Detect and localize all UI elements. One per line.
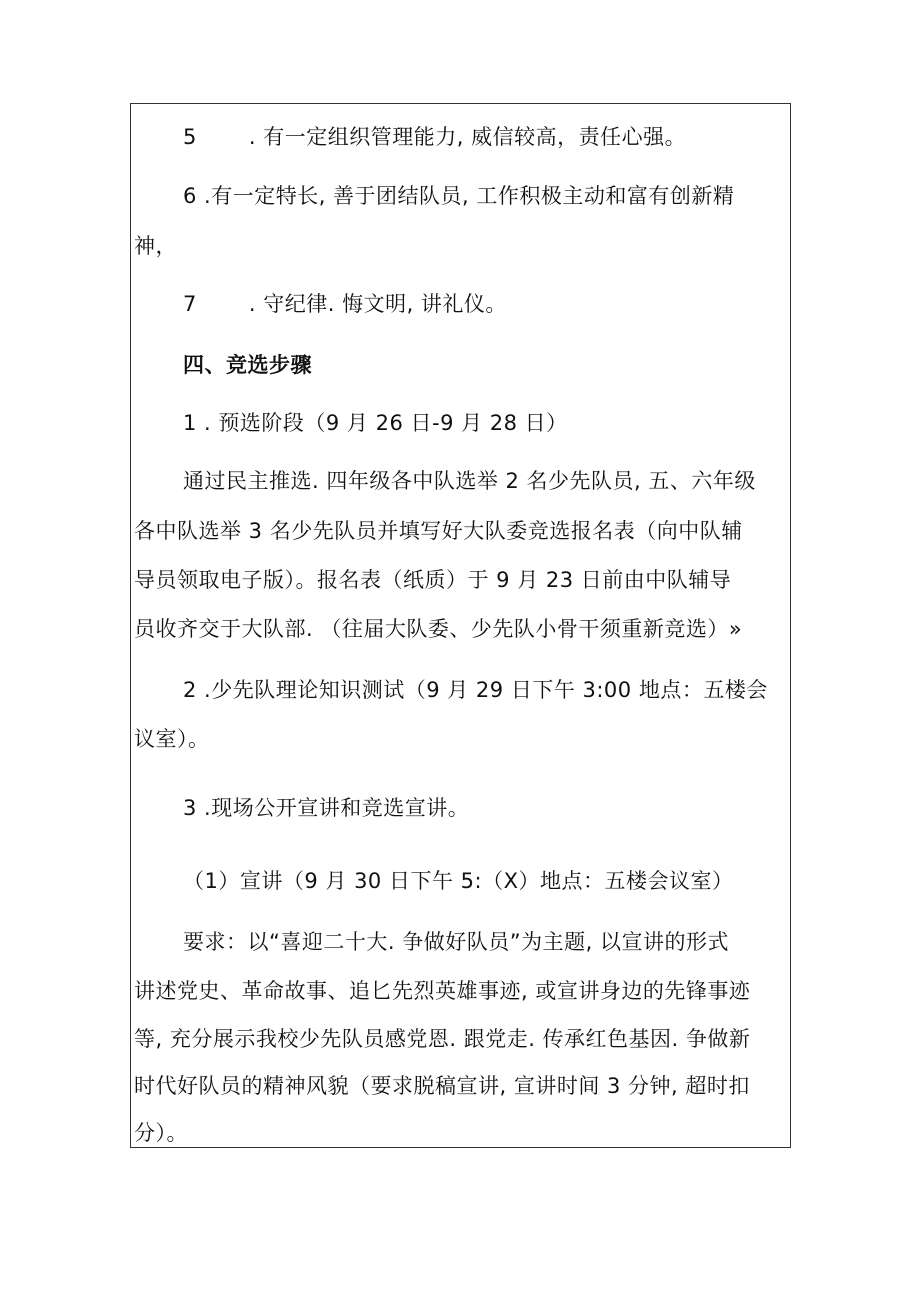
item-5 [183, 122, 686, 152]
item-7-number: 7 [183, 292, 197, 316]
requirement-line-1: 要求：以“喜迎二十大. 争做好队员”为主题, 以宣讲的形式 [183, 930, 729, 954]
step-2-line-1: 2 .少先队理论知识测试（9 月 29 日下午 3:00 地点：五楼会 [183, 678, 768, 702]
item-5-text: . 有一定组织管理能力, 威信较高，责任心强。 [248, 125, 687, 149]
step-1-heading: 1 . 预选阶段（9 月 26 日-9 月 28 日） [183, 411, 568, 435]
requirement-line-2: 讲述党史、革命故事、追匕先烈英雄事迹, 或宣讲身边的先锋事迹 [134, 979, 751, 1003]
step-3-heading: 3 .现场公开宣讲和竞选宣讲。 [183, 796, 470, 820]
step-1-para-line-2: 各中队选举 3 名少先队员并填写好大队委竞选报名表（向中队辅 [134, 519, 743, 543]
section-heading: 四、竞选步骤 [183, 353, 312, 377]
sub-item-1: （1）宣讲（9 月 30 日下午 5:（X）地点：五楼会议室） [183, 869, 734, 893]
requirement-line-3: 等, 充分展示我校少先队员感党恩. 跟党走. 传承红色基因. 争做新 [134, 1027, 751, 1051]
requirement-line-5: 分）。 [134, 1121, 188, 1145]
step-2-line-2: 议室）。 [134, 727, 210, 751]
item-7-text: . 守纪律. 悔文明, 讲礼仪。 [248, 292, 507, 316]
requirement-line-4: 时代好队员的精神风貌（要求脱稿宣讲, 宣讲时间 3 分钟, 超时扣 [134, 1074, 750, 1098]
item-7 [183, 289, 507, 319]
step-1-para-line-4: 员收齐交于大队部. （往届大队委、少先队小骨干须重新竞选）» [134, 617, 743, 641]
item-5-number: 5 [183, 125, 197, 149]
step-1-para-line-1: 通过民主推选. 四年级各中队选举 2 名少先队员, 五、六年级 [183, 469, 756, 493]
item-6-line-2: 神， [134, 234, 177, 258]
item-6-line-1: 6 .有一定特长, 善于团结队员, 工作积极主动和富有创新精 [183, 184, 735, 208]
step-1-para-line-3: 导员领取电子版）。报名表（纸质）于 9 月 23 日前由中队辅导 [134, 568, 732, 592]
